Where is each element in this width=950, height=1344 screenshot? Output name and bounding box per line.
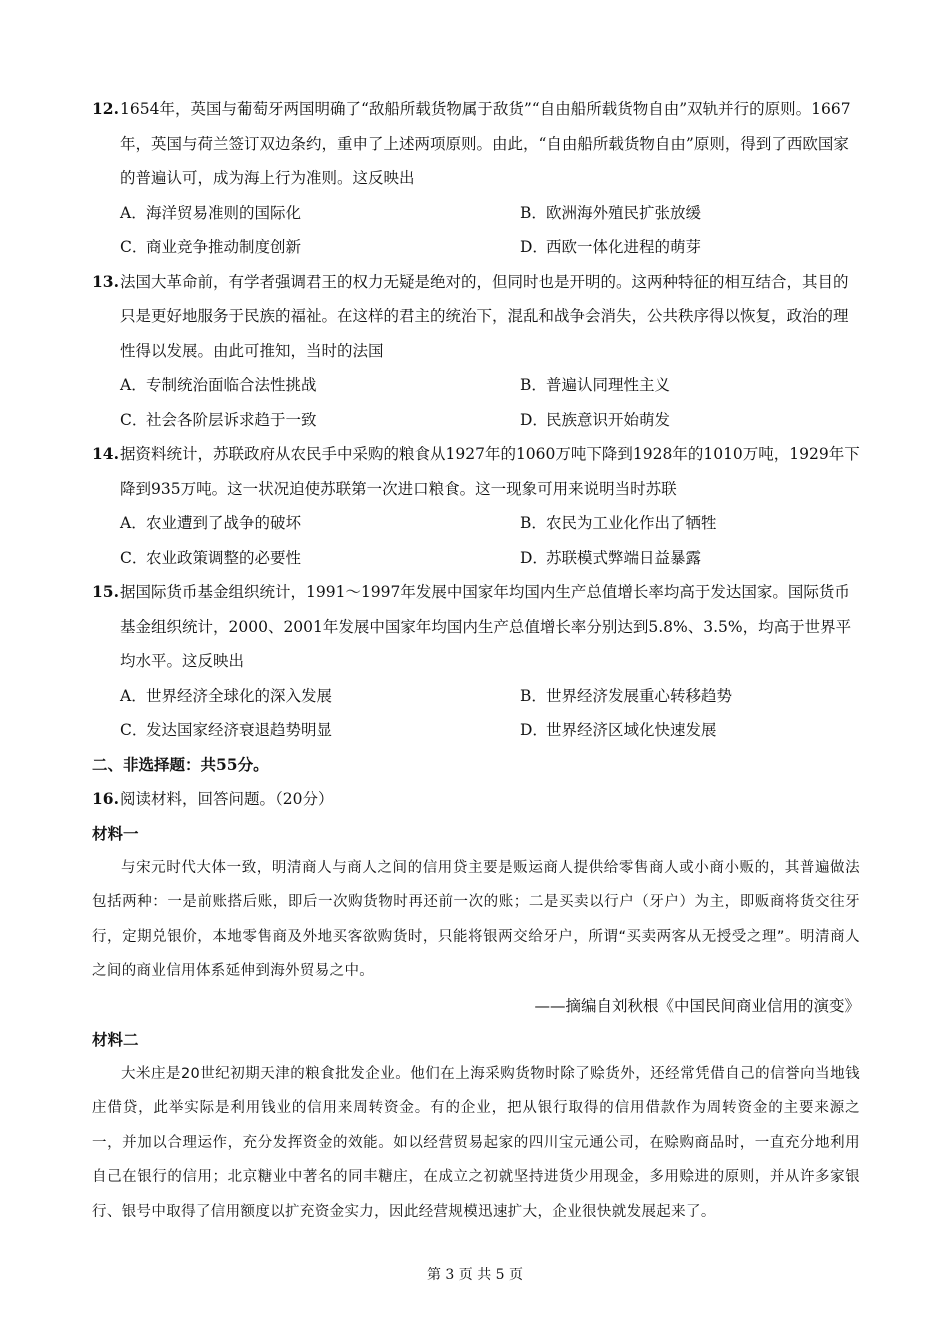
page-footer: 第 3 页 共 5 页 bbox=[426, 1267, 524, 1283]
question-16 bbox=[92, 782, 860, 817]
option-d[interactable]: D．世界经济区域化快速发展 bbox=[520, 721, 717, 739]
question-number: 15. bbox=[92, 582, 119, 601]
option-list bbox=[92, 368, 860, 437]
option-list bbox=[92, 506, 860, 575]
question-14 bbox=[92, 437, 860, 575]
option-a[interactable]: A．海洋贸易准则的国际化 bbox=[120, 203, 302, 222]
option-a[interactable]: A．专制统治面临合法性挑战 bbox=[120, 376, 317, 394]
section-heading: 二、非选择题：共55分。 bbox=[92, 754, 269, 774]
question-stem: 据国际货币基金组织统计，1991～1997年发展中国家年均国内生产总值增长率均高于发达国家。国际货币基金组织统计，2000、2001年发展中国家年均国内生产总值增长率分别达到5.8%、3.5%，均高于世界平均水平。这反映出 bbox=[120, 583, 852, 670]
option-b[interactable]: B．欧洲海外殖民扩张放缓 bbox=[520, 203, 702, 222]
material-1-title: 材料一 bbox=[92, 823, 139, 843]
question-15 bbox=[92, 575, 860, 748]
option-c[interactable]: C．商业竞争推动制度创新 bbox=[120, 238, 302, 256]
option-c[interactable]: C．发达国家经济衰退趋势明显 bbox=[120, 721, 333, 739]
option-d[interactable]: D．西欧一体化进程的萌芽 bbox=[520, 238, 702, 256]
option-b[interactable]: B．普遍认同理性主义 bbox=[520, 376, 671, 394]
option-b[interactable]: B．农民为工业化作出了牺牲 bbox=[520, 514, 717, 532]
option-list bbox=[92, 196, 860, 265]
option-d[interactable]: D．苏联模式弊端日益暴露 bbox=[520, 548, 702, 567]
material-1-source: ——摘编自刘秋根《中国民间商业信用的演变》 bbox=[534, 996, 860, 1015]
question-stem: 法国大革命前，有学者强调君王的权力无疑是绝对的，但同时也是开明的。这两种特征的相互结合，其目的只是更好地服务于民族的福祉。在这样的君主的统治下，混乱和战争会消失，公共秩序得以恢复，政治的理性得以发展。由此可推知，当时的法国 bbox=[120, 272, 849, 360]
option-a[interactable]: A．世界经济全球化的深入发展 bbox=[120, 686, 333, 705]
question-number: 16. bbox=[92, 789, 119, 808]
exam-page bbox=[92, 92, 860, 1229]
question-stem: 阅读材料，回答问题。（20分） bbox=[120, 790, 334, 808]
material-2-title: 材料二 bbox=[92, 1029, 139, 1049]
question-number: 12. bbox=[92, 99, 119, 118]
option-a[interactable]: A．农业遭到了战争的破坏 bbox=[120, 514, 302, 532]
option-c[interactable]: C．社会各阶层诉求趋于一致 bbox=[120, 410, 317, 429]
question-stem: 据资料统计，苏联政府从农民手中采购的粮食从1927年的1060万吨下降到1928年的1010万吨，1929年下降到935万吨。这一状况迫使苏联第一次进口粮食。这一现象可用来说明当时苏联 bbox=[120, 445, 860, 498]
option-list bbox=[92, 679, 860, 748]
question-number: 14. bbox=[92, 444, 119, 463]
option-c[interactable]: C．农业政策调整的必要性 bbox=[120, 548, 302, 567]
question-stem: 1654年，英国与葡萄牙两国明确了“敌船所载货物属于敌货”“自由船所载货物自由”双轨并行的原则。1667年，英国与荷兰签订双边条约，重申了上述两项原则。由此，“自由船所载货物自由”原则，得到了西欧国家的普遍认可，成为海上行为准则。这反映出 bbox=[120, 100, 851, 187]
question-13 bbox=[92, 265, 860, 438]
material-2-body: 大米庄是20世纪初期天津的粮食批发企业。他们在上海采购货物时除了赊货外，还经常凭借自己的信誉向当地钱庄借贷，此举实际是利用钱业的信用来周转资金。有的企业，把从银行取得的信用借款作为周转资金的主要来源之一，并加以合理运作，充分发挥资金的效能。如以经营贸易起家的四川宝元通公司，在赊购商品时，一直充分地利用自己在银行的信用；北京糖业中著名的同丰糖庄，在成立之初就坚持进货少用现金，多用赊进的原则，并从许多家银行、银号中取得了信用额度以扩充资金实力，因此经营规模迅速扩大，企业很快就发展起来了。 bbox=[92, 1065, 860, 1220]
question-12 bbox=[92, 92, 860, 265]
material-1-body: 与宋元时代大体一致，明清商人与商人之间的信用贷主要是贩运商人提供给零售商人或小商小贩的，其普遍做法包括两种：一是前账搭后账，即后一次购货物时再还前一次的账；二是买卖以行户（牙户）为主，即贩商将货交往牙行，定期兑银价，本地零售商及外地买客欲购货时，只能将银两交给牙户，所谓“买卖两客从无授受之理”。明清商人之间的商业信用体系延伸到海外贸易之中。 bbox=[92, 859, 860, 979]
question-number: 13. bbox=[92, 271, 119, 291]
option-b[interactable]: B．世界经济发展重心转移趋势 bbox=[520, 686, 733, 705]
option-d[interactable]: D．民族意识开始萌发 bbox=[520, 410, 671, 429]
